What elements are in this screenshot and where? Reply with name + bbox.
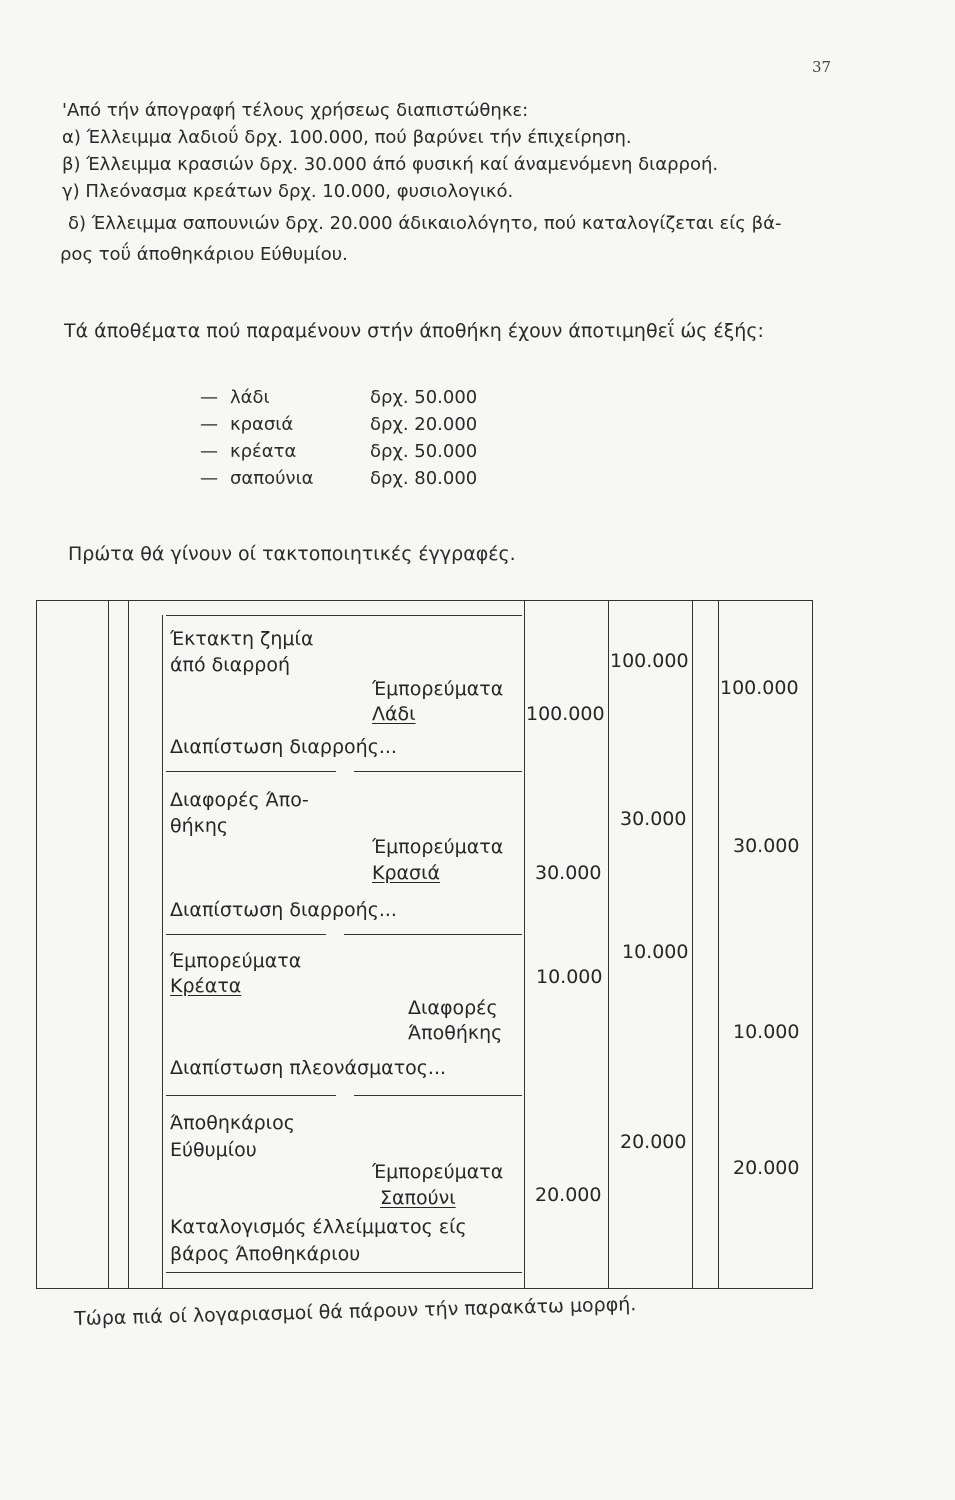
intro-line: β) Έλλειμμα κρασιών δρχ. 30.000 άπό φυσική καί άναμενόμενη διαρροή. [62, 154, 719, 175]
debit-account: Έμπορεύματα [170, 950, 302, 972]
debit-account: Εύθυμίου [170, 1139, 257, 1161]
entry-separator [166, 1272, 522, 1273]
credit-subaccount: Λάδι [372, 703, 416, 725]
stock-sentence: Τά άποθέματα πού παραμένουν στήν άποθήκη έχουν άποτιμηθεΐ ώς έξής: [64, 320, 764, 342]
entry-separator [354, 1095, 522, 1096]
entry-separator [354, 771, 522, 772]
column-rule [692, 600, 693, 1288]
stock-name: κρέατα [230, 441, 297, 462]
debit-account: Διαφορές Άπο- [170, 789, 309, 811]
stock-dash: — [200, 468, 218, 489]
stock-amount: δρχ. 80.000 [370, 468, 478, 489]
stock-dash: — [200, 414, 218, 435]
debit-amount: 10.000 [622, 941, 689, 963]
stock-amount: δρχ. 50.000 [370, 387, 478, 408]
credit-amount: 10.000 [733, 1021, 800, 1043]
table-left-border [36, 600, 37, 1288]
credit-account: Έμπορεύματα [372, 678, 504, 700]
column-rule [162, 615, 163, 1288]
table-top-border [36, 600, 813, 601]
credit-amount: 20.000 [733, 1157, 800, 1179]
stock-dash: — [200, 441, 218, 462]
entry-description: Διαπίστωση πλεονάσματος... [170, 1057, 447, 1079]
entry-description: Διαπίστωση διαρροής... [170, 899, 397, 921]
page-number: 37 [812, 58, 832, 76]
debit-account: Έκτακτη ζημία [170, 628, 314, 650]
column-rule [524, 600, 525, 1288]
intro-line: δ) Έλλειμμα σαπουνιών δρχ. 20.000 άδικαιολόγητο, πού καταλογίζεται είς βά- [68, 213, 782, 234]
entries-sentence: Πρώτα θά γίνουν οί τακτοποιητικές έγγραφές. [68, 543, 516, 565]
credit-amount: 100.000 [720, 677, 799, 699]
debit-amount: 30.000 [620, 808, 687, 830]
debit-account: άπό διαρροή [170, 654, 290, 676]
entry-description: Διαπίστωση διαρροής... [170, 736, 397, 758]
credit-subaccount: Κρασιά [372, 862, 441, 884]
sub-amount: 100.000 [526, 703, 605, 725]
credit-account: Έμπορεύματα [372, 1161, 504, 1183]
column-rule [608, 600, 609, 1288]
column-rule [108, 600, 109, 1288]
credit-subaccount: Σαπούνι [380, 1187, 456, 1209]
stock-name: κρασιά [230, 414, 294, 435]
intro-line: 'Από τήν άπογραφή τέλους χρήσεως διαπιστώθηκε: [62, 100, 529, 121]
entry-separator [344, 934, 522, 935]
table-bottom-border [36, 1288, 813, 1289]
credit-account: Άποθήκης [408, 1022, 503, 1044]
entry-separator [166, 934, 326, 935]
entry-separator [166, 1095, 336, 1096]
stock-dash: — [200, 387, 218, 408]
stock-amount: δρχ. 50.000 [370, 441, 478, 462]
debit-account: θήκης [170, 815, 229, 837]
debit-account: Άποθηκάριος [170, 1112, 295, 1134]
credit-account: Διαφορές [408, 997, 498, 1019]
column-rule [128, 600, 129, 1288]
intro-line: α) Έλλειμμα λαδιοΰ δρχ. 100.000, πού βαρύνει τήν έπιχείρηση. [62, 127, 632, 148]
sub-amount: 20.000 [535, 1184, 602, 1206]
entry-separator [166, 771, 336, 772]
stock-name: λάδι [230, 387, 270, 408]
debit-subaccount: Κρέατα [170, 975, 242, 997]
credit-account: Έμπορεύματα [372, 836, 504, 858]
sub-amount: 10.000 [536, 966, 603, 988]
column-rule [718, 600, 719, 1288]
entry-description: βάρος Άποθηκάριου [170, 1243, 361, 1265]
debit-amount: 20.000 [620, 1131, 687, 1153]
entry-separator [166, 615, 522, 616]
credit-amount: 30.000 [733, 835, 800, 857]
intro-line: ρος τοΰ άποθηκάριου Εύθυμίου. [60, 244, 348, 265]
debit-amount: 100.000 [610, 650, 689, 672]
table-right-border [812, 600, 813, 1288]
closing-sentence: Τώρα πιά οί λογαριασμοί θά πάρουν τήν παρακάτω μορφή. [74, 1293, 637, 1330]
sub-amount: 30.000 [535, 862, 602, 884]
entry-description: Καταλογισμός έλλείμματος είς [170, 1216, 467, 1238]
intro-line: γ) Πλεόνασμα κρεάτων δρχ. 10.000, φυσιολογικό. [62, 181, 514, 202]
stock-name: σαπούνια [230, 468, 314, 489]
stock-amount: δρχ. 20.000 [370, 414, 478, 435]
